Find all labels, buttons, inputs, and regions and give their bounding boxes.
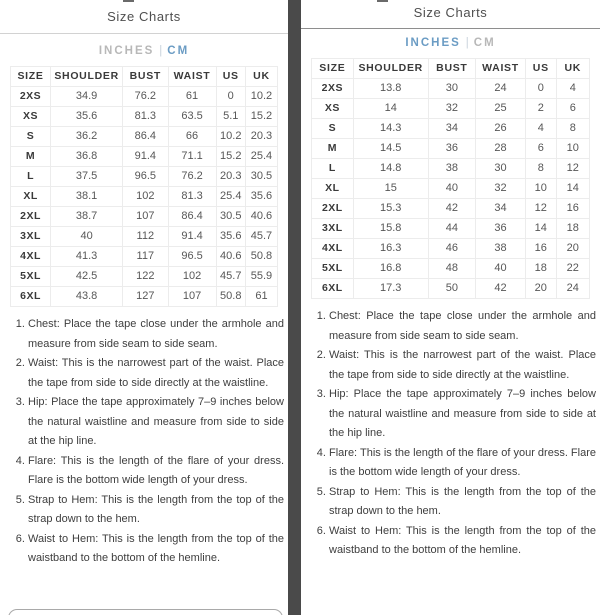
value-cell: 10.2 <box>245 87 277 107</box>
value-cell: 45.7 <box>216 267 245 287</box>
measurement-instructions <box>309 307 596 561</box>
value-cell: 16 <box>526 239 557 259</box>
table-row <box>312 219 590 239</box>
value-cell: 0 <box>216 87 245 107</box>
panel-divider <box>288 0 301 615</box>
value-cell: 61 <box>168 87 216 107</box>
instruction-item: 6. Waist to Hem: This is the length from the top of the waistband to the bottom of the hemline. <box>28 530 284 569</box>
value-cell: 6 <box>556 99 589 119</box>
table-row <box>11 167 278 187</box>
column-header: SHOULDER <box>51 67 123 87</box>
value-cell: 50.8 <box>216 287 245 307</box>
size-cell: L <box>312 159 354 179</box>
bottom-sheet-top-edge[interactable] <box>8 609 283 615</box>
size-table-cm <box>10 66 278 307</box>
value-cell: 30.5 <box>216 207 245 227</box>
value-cell: 14.3 <box>353 119 428 139</box>
value-cell: 34 <box>428 119 475 139</box>
size-cell: 2XS <box>11 87 51 107</box>
value-cell: 10.2 <box>216 127 245 147</box>
value-cell: 38.1 <box>51 187 123 207</box>
size-cell: 5XL <box>312 259 354 279</box>
value-cell: 13.8 <box>353 79 428 99</box>
value-cell: 91.4 <box>123 147 168 167</box>
value-cell: 8 <box>526 159 557 179</box>
value-cell: 127 <box>123 287 168 307</box>
panel-title: Size Charts <box>301 0 600 29</box>
instruction-item: 5. Strap to Hem: This is the length from the top of the strap down to the hem. <box>28 491 284 530</box>
value-cell: 42 <box>475 279 525 299</box>
cropped-edge-artifact <box>377 0 388 2</box>
value-cell: 12 <box>556 159 589 179</box>
size-cell: S <box>11 127 51 147</box>
value-cell: 36.2 <box>51 127 123 147</box>
table-row <box>312 79 590 99</box>
value-cell: 14 <box>556 179 589 199</box>
table-row <box>312 139 590 159</box>
value-cell: 66 <box>168 127 216 147</box>
value-cell: 76.2 <box>123 87 168 107</box>
column-header: UK <box>245 67 277 87</box>
value-cell: 16 <box>556 199 589 219</box>
value-cell: 63.5 <box>168 107 216 127</box>
value-cell: 4 <box>556 79 589 99</box>
value-cell: 117 <box>123 247 168 267</box>
size-cell: 3XL <box>11 227 51 247</box>
value-cell: 41.3 <box>51 247 123 267</box>
unit-cm-option[interactable]: CM <box>167 45 190 57</box>
value-cell: 34 <box>475 199 525 219</box>
value-cell: 16.8 <box>353 259 428 279</box>
table-row <box>11 127 278 147</box>
value-cell: 112 <box>123 227 168 247</box>
table-header-row <box>312 59 590 79</box>
size-table-inches <box>311 58 590 299</box>
value-cell: 91.4 <box>168 227 216 247</box>
table-row <box>312 179 590 199</box>
value-cell: 15.2 <box>216 147 245 167</box>
panel-title: Size Charts <box>0 0 288 34</box>
value-cell: 20 <box>556 239 589 259</box>
value-cell: 30 <box>428 79 475 99</box>
size-cell: M <box>312 139 354 159</box>
value-cell: 18 <box>556 219 589 239</box>
value-cell: 20.3 <box>245 127 277 147</box>
value-cell: 50.8 <box>245 247 277 267</box>
value-cell: 35.6 <box>51 107 123 127</box>
column-header: UK <box>556 59 589 79</box>
size-cell: S <box>312 119 354 139</box>
value-cell: 42.5 <box>51 267 123 287</box>
column-header: SHOULDER <box>353 59 428 79</box>
value-cell: 38 <box>428 159 475 179</box>
value-cell: 36 <box>428 139 475 159</box>
value-cell: 8 <box>556 119 589 139</box>
column-header: US <box>526 59 557 79</box>
value-cell: 107 <box>168 287 216 307</box>
value-cell: 38 <box>475 239 525 259</box>
unit-inches-option[interactable]: INCHES <box>405 37 461 49</box>
value-cell: 25.4 <box>245 147 277 167</box>
column-header: BUST <box>123 67 168 87</box>
size-chart-panel-cm <box>0 0 288 615</box>
value-cell: 38.7 <box>51 207 123 227</box>
value-cell: 35.6 <box>216 227 245 247</box>
value-cell: 122 <box>123 267 168 287</box>
size-chart-panel-inches <box>301 0 600 615</box>
value-cell: 6 <box>526 139 557 159</box>
value-cell: 96.5 <box>168 247 216 267</box>
unit-toggle <box>0 44 288 58</box>
size-cell: XL <box>11 187 51 207</box>
value-cell: 15.3 <box>353 199 428 219</box>
size-cell: 6XL <box>312 279 354 299</box>
value-cell: 25 <box>475 99 525 119</box>
value-cell: 26 <box>475 119 525 139</box>
value-cell: 42 <box>428 199 475 219</box>
table-row <box>312 99 590 119</box>
value-cell: 44 <box>428 219 475 239</box>
value-cell: 40.6 <box>216 247 245 267</box>
size-cell: 4XL <box>11 247 51 267</box>
value-cell: 37.5 <box>51 167 123 187</box>
value-cell: 20.3 <box>216 167 245 187</box>
value-cell: 32 <box>428 99 475 119</box>
instruction-item: 5. Strap to Hem: This is the length from the top of the strap down to the hem. <box>329 483 596 522</box>
table-row <box>312 159 590 179</box>
size-cell: 2XL <box>11 207 51 227</box>
size-cell: 3XL <box>312 219 354 239</box>
value-cell: 36.8 <box>51 147 123 167</box>
value-cell: 81.3 <box>168 187 216 207</box>
unit-separator: | <box>159 45 163 57</box>
unit-inches-option[interactable]: INCHES <box>98 45 155 57</box>
size-cell: 2XL <box>312 199 354 219</box>
value-cell: 102 <box>123 187 168 207</box>
table-row <box>312 119 590 139</box>
value-cell: 14.5 <box>353 139 428 159</box>
value-cell: 24 <box>475 79 525 99</box>
value-cell: 46 <box>428 239 475 259</box>
table-row <box>11 107 278 127</box>
value-cell: 28 <box>475 139 525 159</box>
column-header: WAIST <box>475 59 525 79</box>
value-cell: 81.3 <box>123 107 168 127</box>
value-cell: 14 <box>353 99 428 119</box>
value-cell: 12 <box>526 199 557 219</box>
value-cell: 0 <box>526 79 557 99</box>
value-cell: 40 <box>475 259 525 279</box>
table-header-row <box>11 67 278 87</box>
instruction-item: 3. Hip: Place the tape approximately 7–9 inches below the natural waistline and measure from side to side at the hip line. <box>329 385 596 444</box>
size-cell: M <box>11 147 51 167</box>
column-header: WAIST <box>168 67 216 87</box>
value-cell: 34.9 <box>51 87 123 107</box>
instruction-item: 2. Waist: This is the narrowest part of the waist. Place the tape from side to side directly at the waistline. <box>28 354 284 393</box>
table-row <box>11 247 278 267</box>
value-cell: 35.6 <box>245 187 277 207</box>
value-cell: 45.7 <box>245 227 277 247</box>
value-cell: 2 <box>526 99 557 119</box>
value-cell: 40 <box>428 179 475 199</box>
value-cell: 15.2 <box>245 107 277 127</box>
value-cell: 17.3 <box>353 279 428 299</box>
instruction-item: 4. Flare: This is the length of the flare of your dress. Flare is the bottom wide length of your dress. <box>329 444 596 483</box>
table-row <box>11 147 278 167</box>
value-cell: 24 <box>556 279 589 299</box>
table-row <box>312 199 590 219</box>
size-cell: 2XS <box>312 79 354 99</box>
value-cell: 55.9 <box>245 267 277 287</box>
value-cell: 15.8 <box>353 219 428 239</box>
table-row <box>312 279 590 299</box>
value-cell: 43.8 <box>51 287 123 307</box>
table-row <box>312 259 590 279</box>
unit-separator: | <box>465 37 469 49</box>
table-row <box>11 207 278 227</box>
table-row <box>11 227 278 247</box>
table-row <box>11 287 278 307</box>
value-cell: 30.5 <box>245 167 277 187</box>
value-cell: 15 <box>353 179 428 199</box>
instruction-item: 4. Flare: This is the length of the flare of your dress. Flare is the bottom wide length of your dress. <box>28 452 284 491</box>
size-cell: 5XL <box>11 267 51 287</box>
value-cell: 14.8 <box>353 159 428 179</box>
instruction-item: 1. Chest: Place the tape close under the armhole and measure from side seam to side seam. <box>329 307 596 346</box>
value-cell: 22 <box>556 259 589 279</box>
value-cell: 25.4 <box>216 187 245 207</box>
value-cell: 36 <box>475 219 525 239</box>
value-cell: 40.6 <box>245 207 277 227</box>
value-cell: 14 <box>526 219 557 239</box>
value-cell: 10 <box>556 139 589 159</box>
size-cell: 6XL <box>11 287 51 307</box>
value-cell: 40 <box>51 227 123 247</box>
instruction-item: 2. Waist: This is the narrowest part of the waist. Place the tape from side to side directly at the waistline. <box>329 346 596 385</box>
size-cell: 4XL <box>312 239 354 259</box>
value-cell: 16.3 <box>353 239 428 259</box>
value-cell: 18 <box>526 259 557 279</box>
value-cell: 4 <box>526 119 557 139</box>
value-cell: 102 <box>168 267 216 287</box>
value-cell: 61 <box>245 287 277 307</box>
column-header: SIZE <box>11 67 51 87</box>
value-cell: 50 <box>428 279 475 299</box>
column-header: SIZE <box>312 59 354 79</box>
size-cell: XS <box>312 99 354 119</box>
value-cell: 107 <box>123 207 168 227</box>
measurement-instructions <box>8 315 284 569</box>
table-row <box>312 239 590 259</box>
value-cell: 48 <box>428 259 475 279</box>
cropped-edge-artifact <box>123 0 134 2</box>
instruction-item: 6. Waist to Hem: This is the length from the top of the waistband to the bottom of the hemline. <box>329 522 596 561</box>
value-cell: 86.4 <box>123 127 168 147</box>
value-cell: 10 <box>526 179 557 199</box>
instruction-item: 1. Chest: Place the tape close under the armhole and measure from side seam to side seam. <box>28 315 284 354</box>
unit-toggle <box>301 36 600 50</box>
size-cell: L <box>11 167 51 187</box>
value-cell: 5.1 <box>216 107 245 127</box>
instruction-item: 3. Hip: Place the tape approximately 7–9 inches below the natural waistline and measure from side to side at the hip line. <box>28 393 284 452</box>
size-cell: XS <box>11 107 51 127</box>
value-cell: 71.1 <box>168 147 216 167</box>
size-cell: XL <box>312 179 354 199</box>
value-cell: 76.2 <box>168 167 216 187</box>
value-cell: 96.5 <box>123 167 168 187</box>
column-header: US <box>216 67 245 87</box>
value-cell: 86.4 <box>168 207 216 227</box>
table-row <box>11 187 278 207</box>
unit-cm-option[interactable]: CM <box>473 37 496 49</box>
column-header: BUST <box>428 59 475 79</box>
value-cell: 32 <box>475 179 525 199</box>
value-cell: 30 <box>475 159 525 179</box>
table-row <box>11 87 278 107</box>
value-cell: 20 <box>526 279 557 299</box>
table-row <box>11 267 278 287</box>
